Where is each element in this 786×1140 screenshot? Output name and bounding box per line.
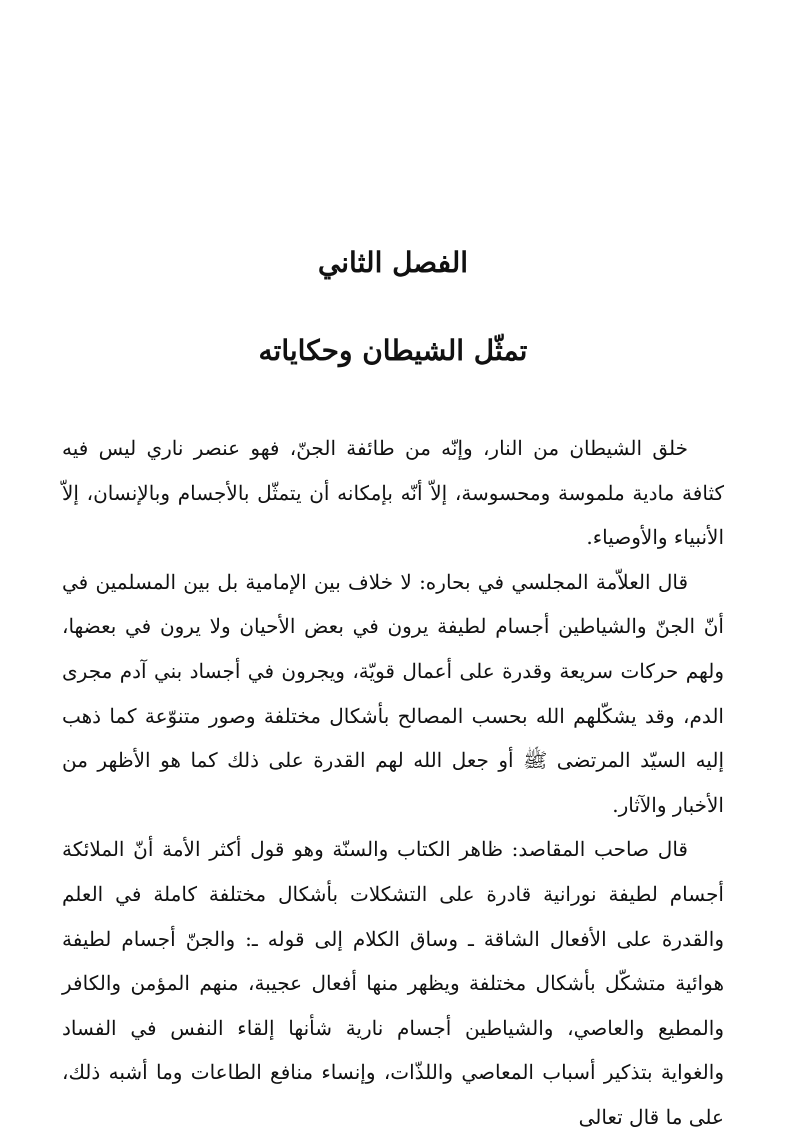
chapter-title: تمثّل الشيطان وحكاياته [258, 334, 528, 367]
paragraph-1: خلق الشيطان من النار، وإنّه من طائفة الجنّ، فهو عنصر ناري ليس فيه كثافة مادية ملموسة ومحسوسة، إلاّ أنّه بإمكانه أن يتمثّل بالأجسام وبالإنسان، إلاّ الأنبياء والأوصياء. [62, 436, 724, 550]
body-text [62, 426, 724, 1140]
paragraph-2: قال العلاّمة المجلسي في بحاره: لا خلاف بين الإمامية بل بين المسلمين في أنّ الجنّ والشياطين أجسام لطيفة يرون في بعض الأحيان ولا يرون في بعضها، ولهم حركات سريعة وقدرة على أعمال قويّة، ويجرون في أجساد بني آدم مجرى الدم، وقد يشكّلهم الله بحسب المصالح بأشكال مختلفة وصور متنوّعة كما ذهب إليه السيّد المرتضى ﷺ أو جعل الله لهم القدرة على ذلك كما هو الأظهر من الأخبار والآثار. [62, 569, 724, 817]
chapter-label: الفصل الثاني [317, 246, 469, 279]
paragraph-3: قال صاحب المقاصد: ظاهر الكتاب والسنّة وهو قول أكثر الأمة أنّ الملائكة أجسام لطيفة نورانية قادرة على التشكلات بأشكال مختلفة كاملة في العلم والقدرة على الأفعال الشاقة ـ وساق الكلام إلى قوله ـ: والجنّ أجسام لطيفة هوائية متشكّل بأشكال مختلفة ويظهر منها أفعال عجيبة، منهم المؤمن والكافر والمطيع والعاصي، والشياطين أجسام نارية شأنها إلقاء النفس في الفساد والغواية بتذكير أسباب المعاصي واللذّات، وإنساء منافع الطاعات وما أشبه ذلك، على ما قال تعالى [62, 837, 724, 1129]
